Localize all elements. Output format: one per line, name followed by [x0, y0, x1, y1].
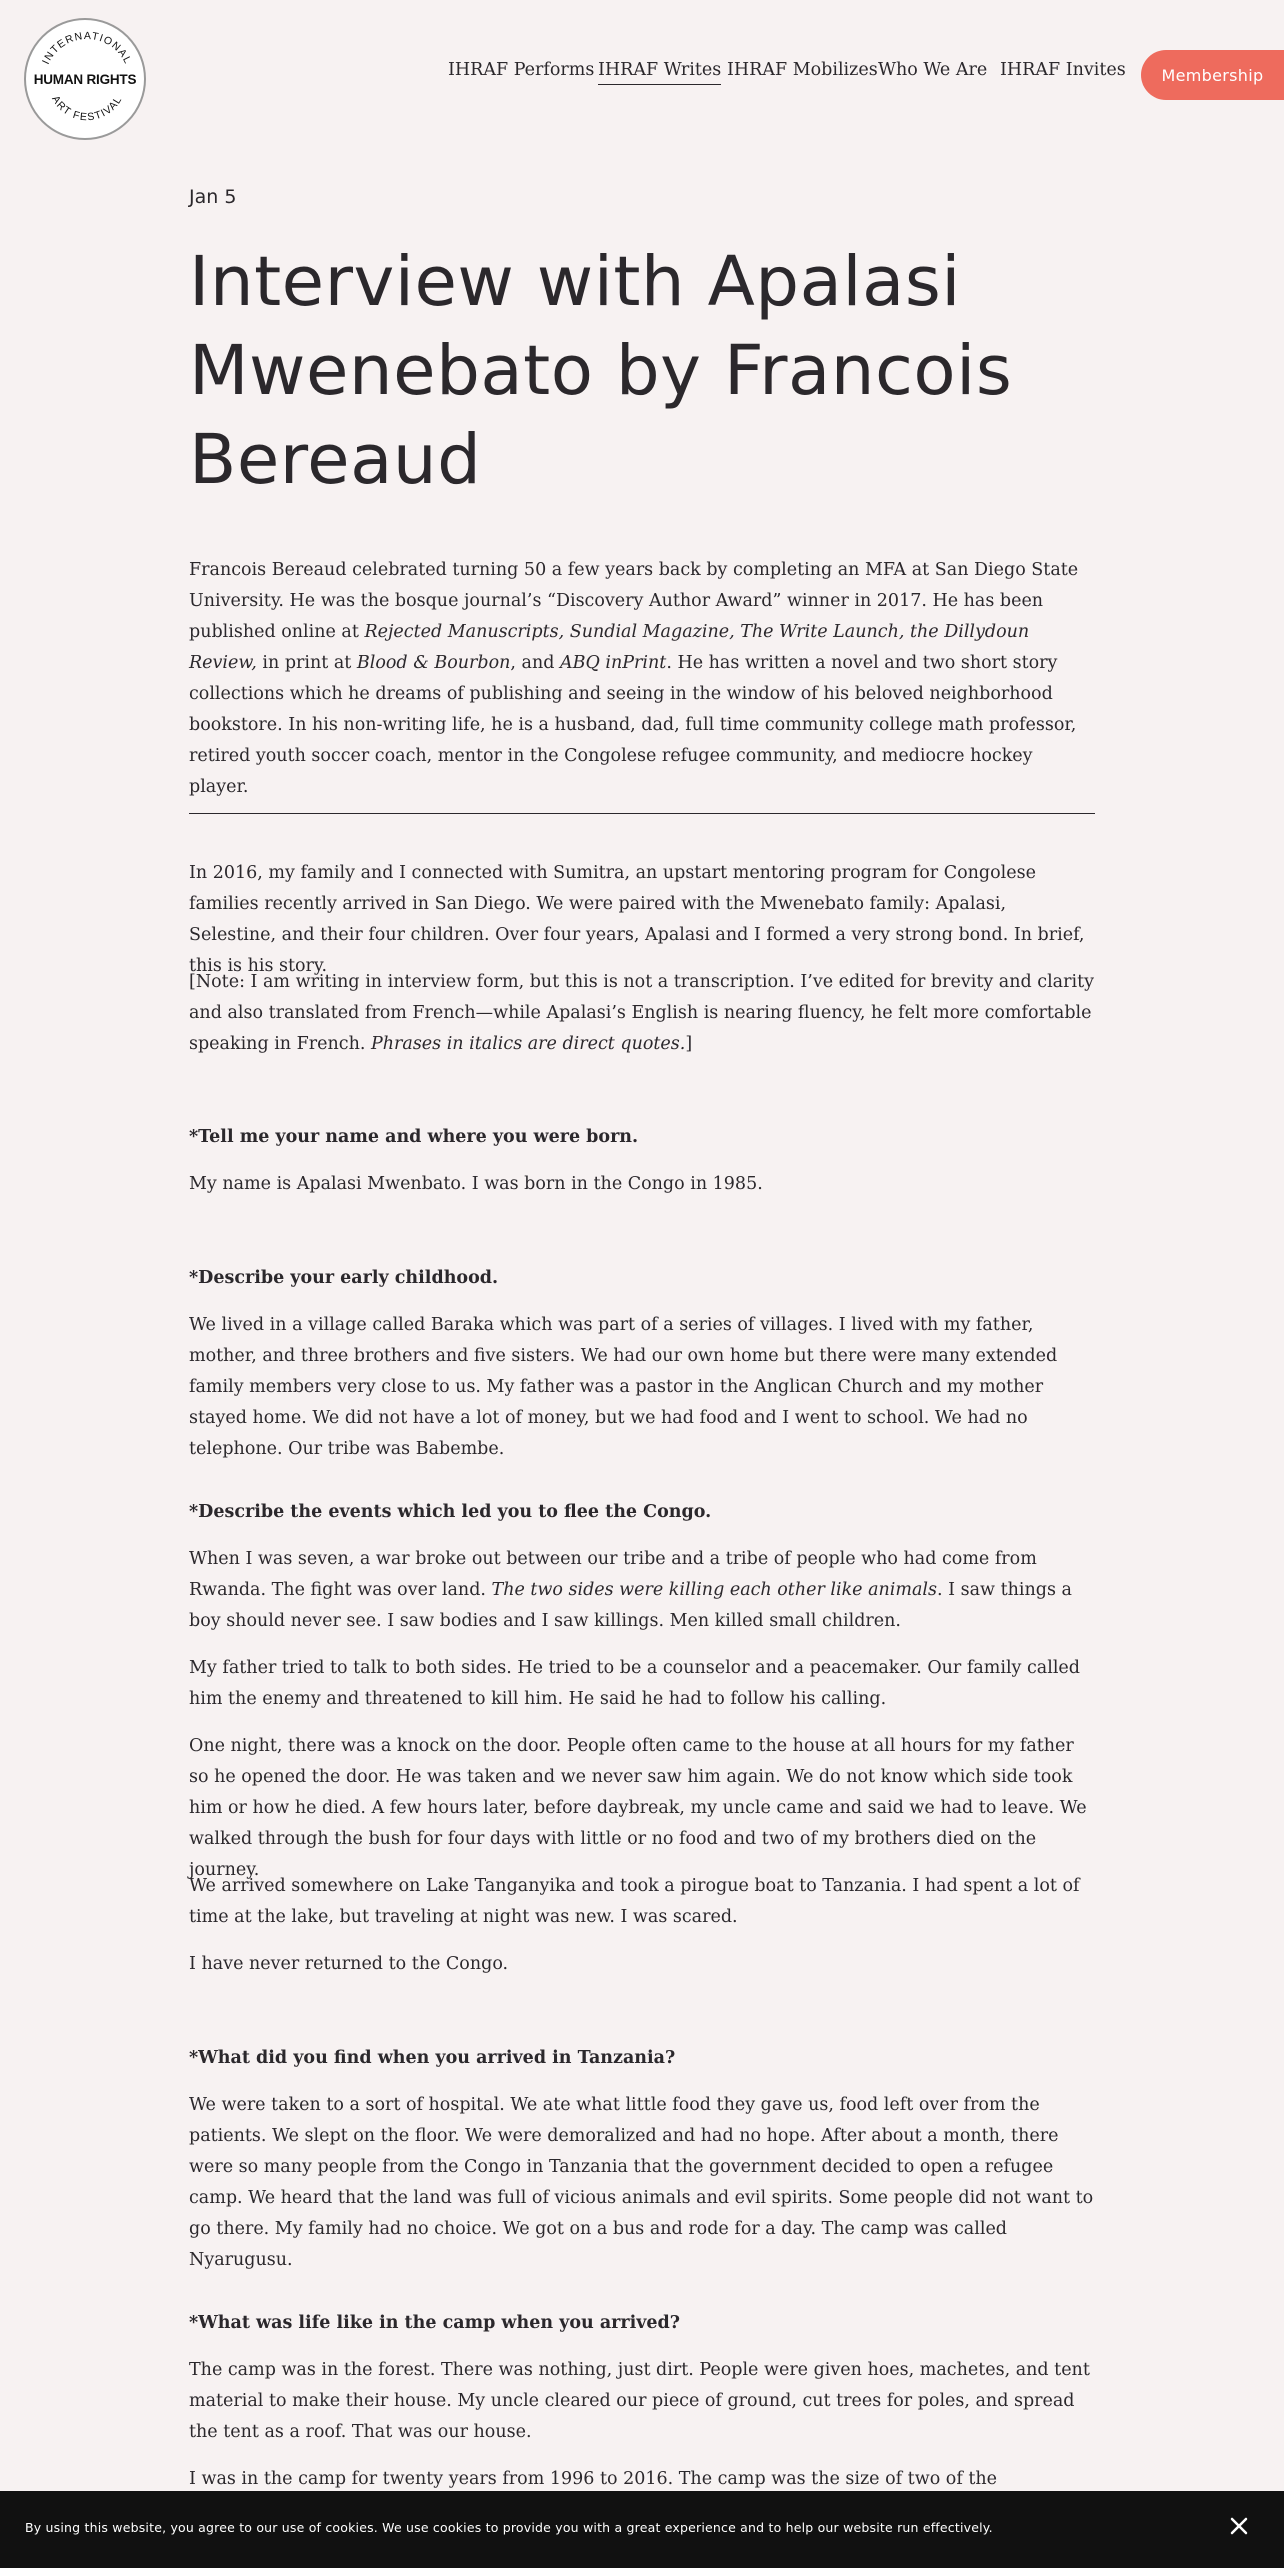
- site-header: [0, 0, 1284, 150]
- article-title: Interview with Apalasi Mwenebato by Francois Bereaud: [189, 242, 1013, 500]
- logo-top-text: INTERNATIONAL: [39, 29, 134, 67]
- bio-text: . He has written a novel and two short story collections which he dreams of publishing and seeing in the window of his beloved neighborhood bookstore. In his non-writing life, he is a husband, dad, full time community college math professor, retired youth soccer coach, mentor in the Congolese refugee community, and mediocre hockey player.: [189, 653, 1077, 797]
- note-text: [Note: I am writing in interview form, but this is not a transcription. I’ve edited for brevity and clarity and also translated from French—while Apalasi’s English is nearing fluency, he felt more comfortable speaking in French.: [189, 972, 1094, 1054]
- nav-item-ihraf-writes[interactable]: IHRAF Writes: [598, 60, 721, 85]
- answer-italic-quote: The two sides were killing each other like animals: [491, 1580, 938, 1600]
- bio-italic-abq: ABQ inPrint: [560, 653, 667, 673]
- cookie-text: By using this website, you agree to our use of cookies. We use cookies to provide you with a great experience and to help our website run effectively.: [25, 2520, 993, 2535]
- note-end: ]: [685, 1034, 693, 1054]
- question-1: *Tell me your name and where you were born.: [189, 1127, 639, 1147]
- close-icon[interactable]: [1224, 2511, 1254, 2541]
- article-date: Jan 5: [189, 186, 237, 208]
- note-paragraph: [189, 967, 1095, 1060]
- answer-1: My name is Apalasi Mwenbato. I was born in the Congo in 1985.: [189, 1174, 763, 1194]
- answer-text: . I saw things a boy should never see. I saw bodies and I saw killings. Men killed small children.: [189, 1580, 1072, 1631]
- question-3: *Describe the events which led you to flee the Congo.: [189, 1502, 712, 1522]
- answer-4: We were taken to a sort of hospital. We ate what little food they gave us, food left over from the patients. We slept on the floor. We were demoralized and had no hope. After about a month, there were so many people from the Congo in Tanzania that the government decided to open a refugee camp. We heard that the land was full of vicious animals and evil spirits. Some people did not want to go there. My family had no choice. We got on a bus and rode for a day. The camp was called Nyarugusu.: [189, 2095, 1094, 2270]
- logo-bottom-text: ART FESTIVAL: [49, 93, 125, 124]
- svg-text:ART FESTIVAL: [49, 94, 125, 124]
- nav-item-who-we-are[interactable]: Who We Are: [878, 60, 988, 80]
- section-divider: [189, 813, 1095, 814]
- logo-center-text: HUMAN RIGHTS: [33, 72, 137, 87]
- question-2: *Describe your early childhood.: [189, 1268, 499, 1288]
- bio-italic-publications: Rejected Manuscripts, Sundial Magazine, The Write Launch, the Dillydoun Review,: [189, 622, 1030, 673]
- nav-item-ihraf-mobilizes[interactable]: IHRAF Mobilizes: [727, 60, 878, 80]
- answer-3-paragraph-2: My father tried to talk to both sides. He tried to be a counselor and a peacemaker. Our family called him the enemy and threatened to kill him. He said he had to follow his calling.: [189, 1658, 1080, 1709]
- author-bio: [189, 555, 1095, 803]
- answer-text: When I was seven, a war broke out between our tribe and a tribe of people who had come from Rwanda. The fight was over land.: [189, 1549, 1037, 1600]
- answer-3-paragraph-1: [189, 1544, 1095, 1637]
- cookie-banner: [0, 2491, 1284, 2568]
- nav-item-ihraf-invites[interactable]: IHRAF Invites: [1000, 60, 1126, 80]
- site-logo[interactable]: [24, 18, 146, 140]
- bio-text: , and: [510, 653, 560, 673]
- bio-text: in print at: [256, 653, 357, 673]
- note-italic: Phrases in italics are direct quotes.: [370, 1034, 686, 1054]
- nav-item-ihraf-performs[interactable]: IHRAF Performs: [448, 60, 595, 80]
- question-5: *What was life like in the camp when you arrived?: [189, 2313, 681, 2333]
- bio-italic-print: Blood & Bourbon: [356, 653, 511, 673]
- question-4: *What did you find when you arrived in Tanzania?: [189, 2048, 676, 2068]
- answer-5-paragraph-1: The camp was in the forest. There was nothing, just dirt. People were given hoes, machetes, and tent material to make their house. My uncle cleared our piece of ground, cut trees for poles, and spread the tent as a roof. That was our house.: [189, 2360, 1090, 2442]
- answer-3-paragraph-5: I have never returned to the Congo.: [189, 1954, 509, 1974]
- svg-text:INTERNATIONAL: [40, 30, 134, 66]
- membership-button[interactable]: Membership: [1141, 50, 1284, 100]
- answer-5-paragraph-2: I was in the camp for twenty years from 1996 to 2016. The camp was the size of two of the: [189, 2469, 998, 2489]
- bio-text: Francois Bereaud celebrated turning 50 a few years back by completing an MFA at San Diego State University. He was the bosque journal’s “Discovery Author Award” winner in 2017. He has been published online at: [189, 560, 1079, 642]
- answer-3-paragraph-3: One night, there was a knock on the door. People often came to the house at all hours for my father so he opened the door. He was taken and we never saw him again. We do not know which side took him or how he died. A few hours later, before daybreak, my uncle came and said we had to leave. We walked through the bush for four days with little or no food and two of my brothers died on the journey.: [189, 1736, 1087, 1880]
- intro-paragraph: In 2016, my family and I connected with Sumitra, an upstart mentoring program for Congolese families recently arrived in San Diego. We were paired with the Mwenebato family: Apalasi, Selestine, and their four children. Over four years, Apalasi and I formed a very strong bond. In brief, this is his story.: [189, 863, 1085, 976]
- answer-2: We lived in a village called Baraka which was part of a series of villages. I lived with my father, mother, and three brothers and five sisters. We had our own home but there were many extended family members very close to us. My father was a pastor in the Anglican Church and my mother stayed home. We did not have a lot of money, but we had food and I went to school. We had no telephone. Our tribe was Babembe.: [189, 1315, 1058, 1459]
- answer-3-paragraph-4: We arrived somewhere on Lake Tanganyika and took a pirogue boat to Tanzania. I had spent a lot of time at the lake, but traveling at night was new. I was scared.: [189, 1876, 1080, 1927]
